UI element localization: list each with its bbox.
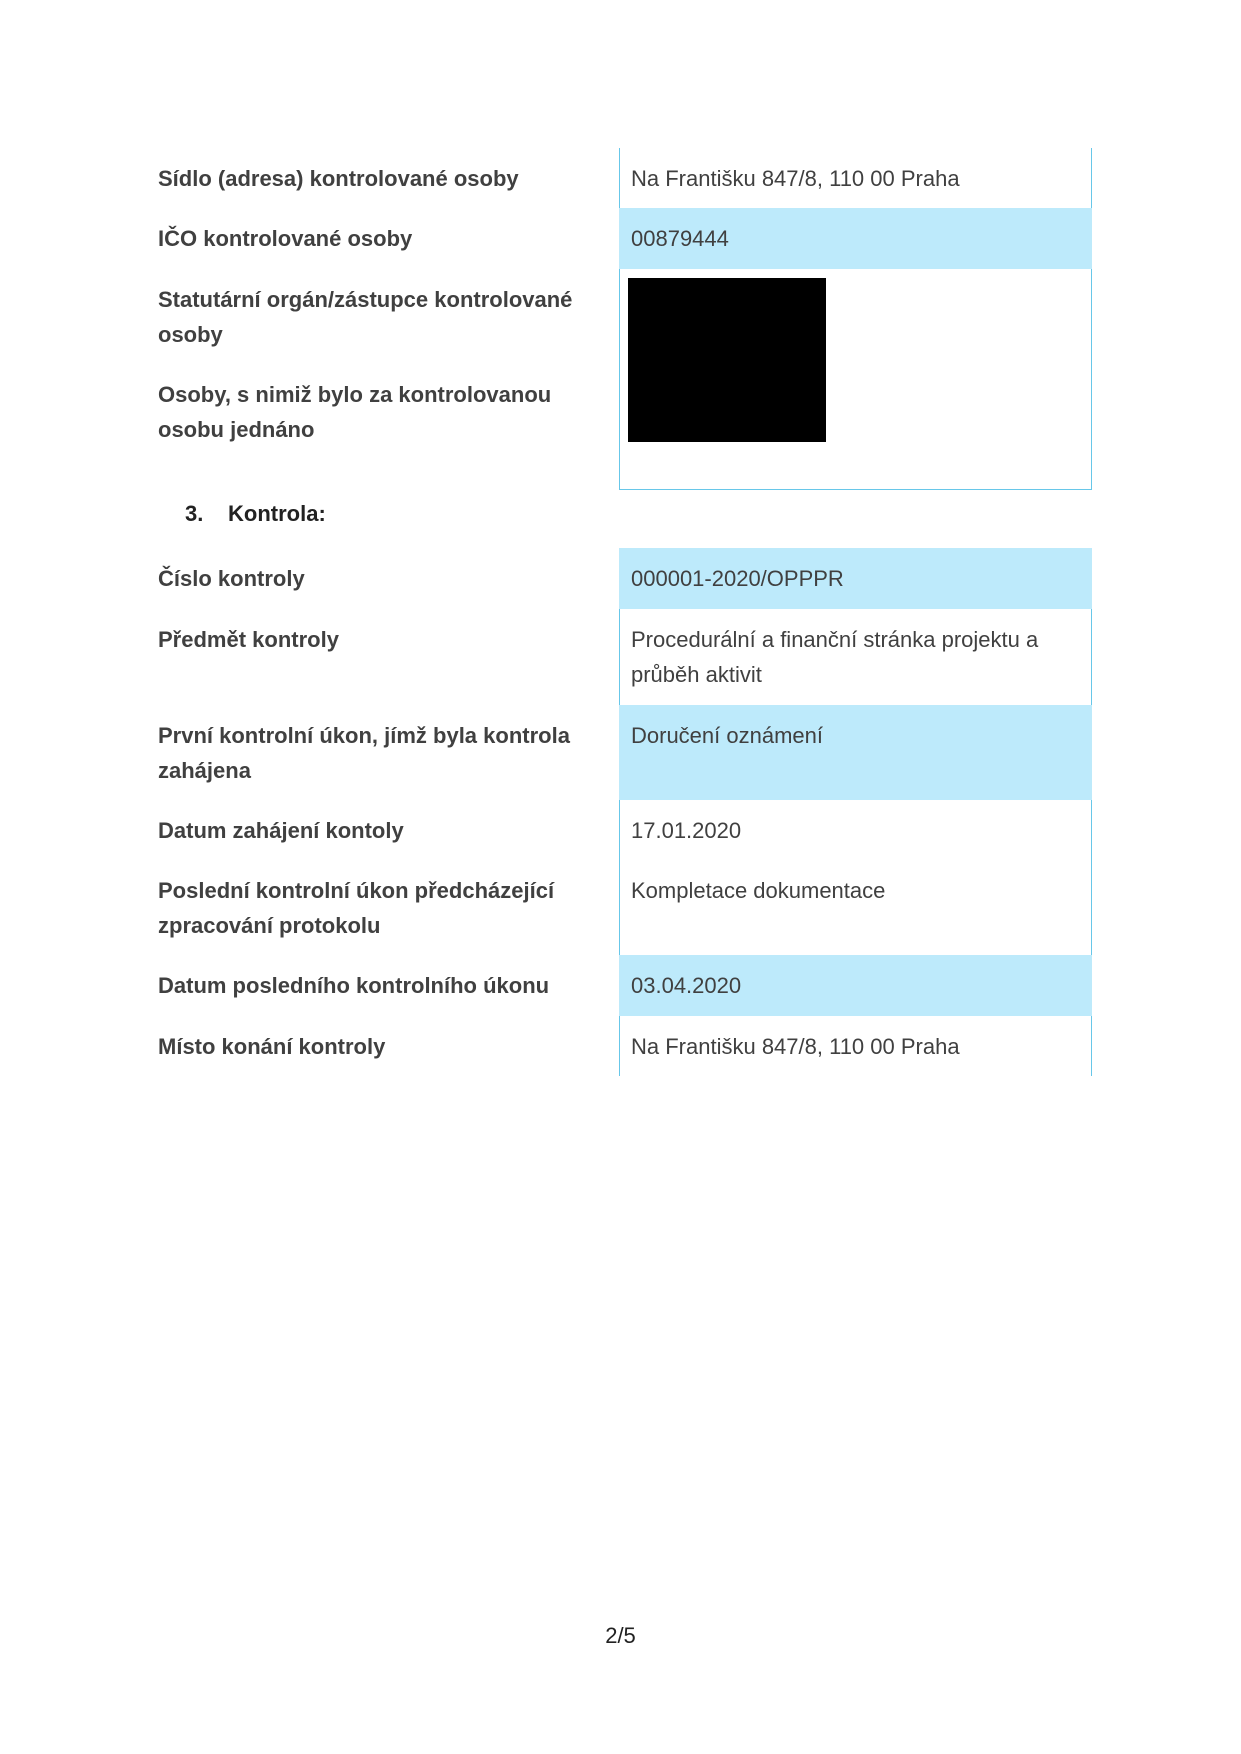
row-label: Poslední kontrolní úkon předcházející zpracování protokolu [158, 878, 555, 938]
row-value: 03.04.2020 [619, 955, 1092, 1016]
row-label: Číslo kontroly [158, 566, 305, 591]
section-heading [185, 496, 326, 531]
row-value: Doručení oznámení [619, 705, 1092, 800]
table-row [158, 860, 1092, 955]
table-row [158, 269, 1092, 364]
row-label: Sídlo (adresa) kontrolované osoby [158, 166, 519, 191]
table-row [158, 548, 1092, 609]
row-label: Osoby, s nimiž bylo za kontrolovanou osobu jednáno [158, 382, 552, 442]
table-row [158, 705, 1092, 800]
section-title: Kontrola: [228, 501, 326, 526]
table-row [158, 208, 1092, 269]
inspection-table [158, 548, 1092, 1076]
row-label: Datum zahájení kontoly [158, 818, 404, 843]
row-label: Statutární orgán/zástupce kontrolované osoby [158, 287, 573, 347]
table-row [158, 800, 1092, 860]
row-value: 000001-2020/OPPPR [619, 548, 1092, 609]
row-label: IČO kontrolované osoby [158, 226, 413, 251]
table-row [158, 364, 1092, 490]
row-value: 17.01.2020 [631, 818, 742, 843]
row-value: Kompletace dokumentace [631, 878, 886, 903]
section-number: 3. [185, 501, 204, 526]
table-row [158, 148, 1092, 208]
row-value: Na Františku 847/8, 110 00 Praha [631, 1034, 960, 1059]
table-row [158, 1016, 1092, 1076]
table-row [158, 955, 1092, 1016]
row-label: Datum posledního kontrolního úkonu [158, 973, 550, 998]
row-label: Předmět kontroly [158, 627, 339, 652]
page-number: 2/5 [605, 1623, 636, 1648]
table-row [158, 609, 1092, 705]
row-label: První kontrolní úkon, jímž byla kontrola zahájena [158, 723, 570, 783]
controlled-person-table [158, 148, 1092, 490]
row-value: Na Františku 847/8, 110 00 Praha [631, 166, 960, 191]
row-value: 00879444 [619, 208, 1092, 269]
redaction-block [628, 278, 826, 442]
row-label: Místo konání kontroly [158, 1034, 386, 1059]
row-value: Procedurální a finanční stránka projektu a průběh aktivit [631, 627, 1039, 687]
